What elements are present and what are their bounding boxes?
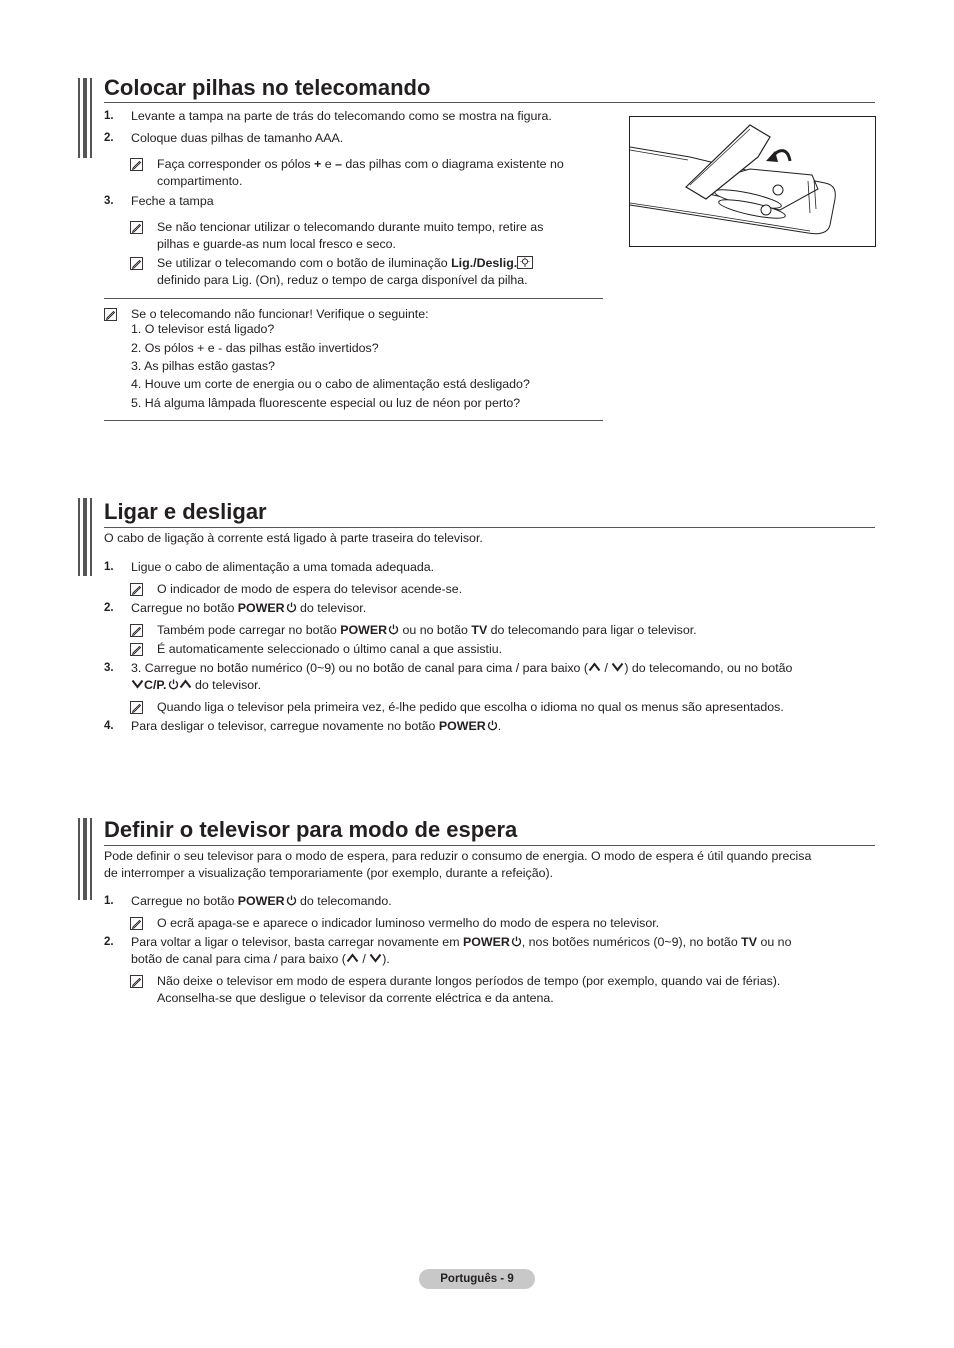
note-text: definido para Lig. (On), reduz o tempo de carga disponível da pilha. (157, 273, 528, 287)
note-text: Faça corresponder os pólos (157, 157, 315, 171)
note-text: O ecrã apaga-se e aparece o indicador luminoso vermelho do modo de espera no televisor. (157, 916, 660, 930)
intro-line: Pode definir o seu televisor para o modo de espera, para reduzir o consumo de energia. O modo de espera é útil quando precisa (104, 849, 812, 863)
separator: / (358, 952, 370, 966)
title-underline (104, 845, 875, 846)
step-text: Carregue no botão (131, 894, 238, 908)
chevron-up-icon (346, 951, 359, 961)
separator: / (601, 661, 612, 675)
chevron-up-icon (179, 677, 192, 687)
title-underline (104, 527, 875, 528)
step-text: . (497, 719, 502, 733)
note-text: Quando liga o televisor pela primeira vez, é-lhe pedido que escolha o idioma no qual os menus são apresentados. (157, 700, 784, 714)
note-pencil-icon (130, 701, 143, 714)
note-text: Não deixe o televisor em modo de espera durante longos períodos de tempo (por exemplo, quando vai de férias). (157, 974, 781, 988)
section-marker-bar (78, 818, 92, 900)
remote-battery-illustration (629, 116, 876, 247)
chevron-down-icon (369, 951, 382, 961)
step-text: , nos botões numéricos (0~9), no botão (521, 935, 742, 949)
note-text: Se não tencionar utilizar o telecomando durante muito tempo, retire as (157, 220, 544, 234)
step-text: Carregue no botão (131, 601, 238, 615)
note-text: ou no botão (399, 623, 472, 637)
step-text: ) do telecomando, ou no botão (624, 661, 793, 675)
step-text: Para voltar a ligar o televisor, basta carregar novamente em (131, 935, 463, 949)
chevron-down-icon (611, 660, 624, 670)
note-text: Aconselha-se que desligue o televisor da corrente eléctrica e da antena. (157, 991, 554, 1005)
note-pencil-icon (130, 257, 143, 270)
step-text: botão de canal para cima / para baixo ( (131, 952, 346, 966)
backlight-icon (517, 256, 533, 269)
step-text: Feche a tampa (131, 194, 214, 208)
section-marker-bar (78, 498, 92, 576)
page-number-badge: Português - 9 (419, 1269, 535, 1289)
note-pencil-icon (130, 975, 143, 988)
intro-text: O cabo de ligação à corrente está ligado à parte traseira do televisor. (104, 531, 483, 545)
note-text: compartimento. (157, 174, 243, 188)
button-name: C/P. (144, 678, 167, 692)
step-text: do telecomando. (296, 894, 392, 908)
step-number: 1. (104, 110, 114, 122)
power-icon (168, 678, 179, 689)
step-number: 4. (104, 720, 114, 732)
trouble-item: 1. O televisor está ligado? (131, 322, 275, 336)
button-name: TV (741, 935, 758, 949)
step-text: Coloque duas pilhas de tamanho AAA. (131, 131, 344, 145)
section-title-standby: Definir o televisor para modo de espera (104, 817, 518, 842)
intro-line: de interromper a visualização temporariamente (por exemplo, durante a refeição). (104, 866, 554, 880)
trouble-title: Se o telecomando não funcionar! Verifique o seguinte: (131, 307, 429, 321)
trouble-item: 5. Há alguma lâmpada fluorescente especial ou luz de néon por perto? (131, 396, 521, 410)
step-text: Para desligar o televisor, carregue novamente no botão (131, 719, 439, 733)
section-marker-bar (78, 78, 92, 158)
note-text: e (321, 157, 336, 171)
button-name: POWER (237, 601, 285, 615)
step-text: do televisor. (296, 601, 367, 615)
button-name: Lig./Deslig. (451, 256, 518, 270)
button-name: TV (471, 623, 488, 637)
section-title-power: Ligar e desligar (104, 499, 267, 524)
step-number: 2. (104, 936, 114, 948)
note-text: Se utilizar o telecomando com o botão de iluminação (157, 256, 452, 270)
power-icon (388, 623, 399, 634)
step-number: 3. (104, 662, 114, 674)
step-number: 1. (104, 561, 114, 573)
step-number: 2. (104, 132, 114, 144)
step-text: 3. Carregue no botão numérico (0~9) ou no botão de canal para cima / para baixo ( (131, 661, 589, 675)
title-underline (104, 102, 875, 103)
section-title-batteries: Colocar pilhas no telecomando (104, 75, 431, 100)
step-number: 3. (104, 195, 114, 207)
divider (104, 298, 603, 299)
step-number: 1. (104, 895, 114, 907)
power-icon (511, 935, 522, 946)
minus-sign: – (335, 157, 342, 171)
note-pencil-icon (104, 308, 117, 321)
step-text: do televisor. (191, 678, 262, 692)
button-name: POWER (438, 719, 486, 733)
intro-text (104, 848, 879, 882)
trouble-item: 2. Os pólos + e - das pilhas estão invertidos? (131, 341, 379, 355)
power-icon (487, 719, 498, 730)
power-icon (286, 894, 297, 905)
step-text: ). (382, 952, 390, 966)
step-text: ou no (757, 935, 792, 949)
chevron-up-icon (588, 660, 601, 670)
button-name: POWER (462, 935, 510, 949)
step-number: 2. (104, 602, 114, 614)
note-pencil-icon (130, 624, 143, 637)
button-name: POWER (340, 623, 388, 637)
note-pencil-icon (130, 917, 143, 930)
plus-sign: + (314, 157, 322, 171)
trouble-item: 4. Houve um corte de energia ou o cabo de alimentação está desligado? (131, 377, 530, 391)
step-text: Levante a tampa na parte de trás do telecomando como se mostra na figura. (131, 109, 552, 123)
note-text: É automaticamente seleccionado o último canal a que assistiu. (157, 642, 503, 656)
divider (104, 420, 603, 421)
note-text: pilhas e guarde-as num local fresco e seco. (157, 237, 396, 251)
note-text: do telecomando para ligar o televisor. (487, 623, 697, 637)
chevron-down-icon (131, 677, 144, 687)
note-text: das pilhas com o diagrama existente no (341, 157, 564, 171)
button-name: POWER (237, 894, 285, 908)
note-text: Também pode carregar no botão (157, 623, 341, 637)
step-text: Ligue o cabo de alimentação a uma tomada adequada. (131, 560, 435, 574)
note-pencil-icon (130, 583, 143, 596)
trouble-item: 3. As pilhas estão gastas? (131, 359, 275, 373)
note-text: O indicador de modo de espera do televisor acende-se. (157, 582, 463, 596)
power-icon (286, 601, 297, 612)
note-pencil-icon (130, 221, 143, 234)
note-pencil-icon (130, 158, 143, 171)
note-pencil-icon (130, 643, 143, 656)
